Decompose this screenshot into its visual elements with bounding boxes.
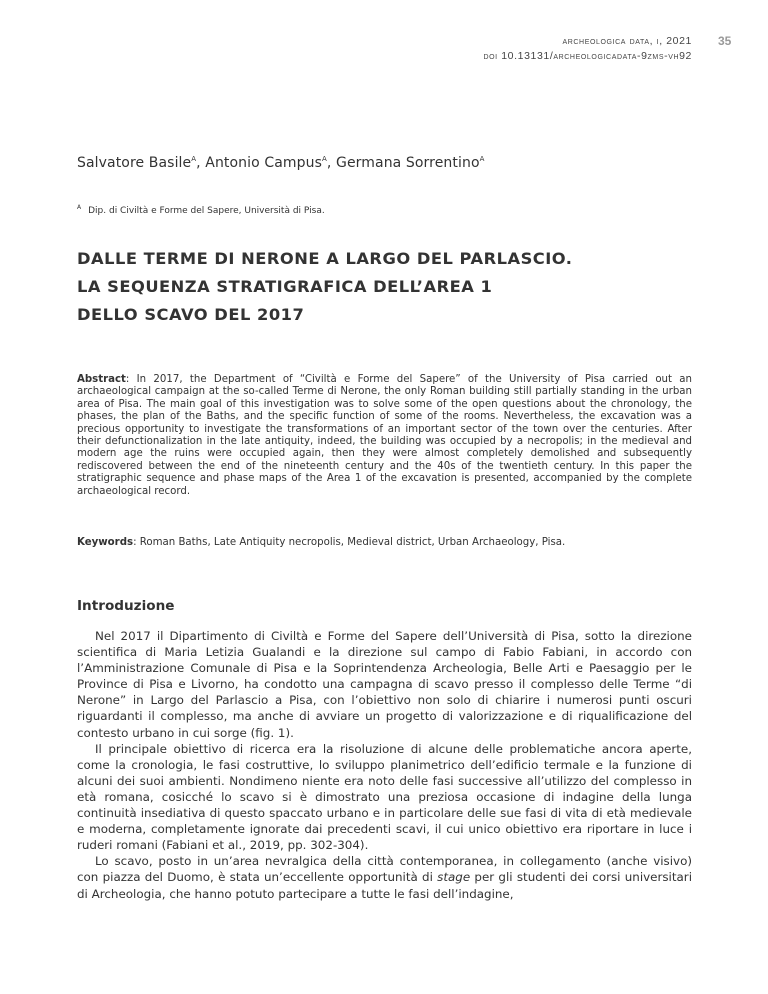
affiliation-text: Dip. di Civiltà e Forme del Sapere, Università di Pisa. bbox=[88, 206, 325, 216]
journal-name: archeologica data, i, 2021 bbox=[562, 35, 692, 47]
author-affiliation-mark: A bbox=[191, 155, 197, 163]
author-affiliation-mark: A bbox=[479, 155, 485, 163]
author-name: Antonio Campus bbox=[205, 155, 322, 171]
page-number: 35 bbox=[718, 34, 732, 48]
section-heading: Introduzione bbox=[77, 598, 175, 614]
abstract-label: Abstract bbox=[77, 374, 126, 385]
paragraph: Il principale obiettivo di ricerca era la risoluzione di alcune delle problematiche ancora aperte, come la cronologia, le fasi costruttive, lo sviluppo planimetrico dell’edificio termale e la funzione di alcuni dei suoi ambienti. Nondimeno niente era noto delle fasi successive all’utilizzo del complesso in età romana, cosicché lo scavo si è dimostrato una preziosa occasione di indagine della lunga continuità insediativa di questo spaccato urbano e in particolare delle sue fasi di vita di età medievale e moderna, completamente ignorate dai precedenti scavi, il cui unico obiettivo era riportare in luce i ruderi romani (Fabiani et al., 2019, pp. 302-304). bbox=[77, 741, 692, 853]
paper-title bbox=[77, 245, 697, 329]
affiliation-mark: A bbox=[77, 204, 82, 211]
author-affiliation-mark: A bbox=[322, 155, 327, 163]
title-line: DALLE TERME DI NERONE A LARGO DEL PARLASCIO. bbox=[77, 249, 573, 268]
keywords-label: Keywords bbox=[77, 537, 134, 548]
keywords bbox=[77, 537, 692, 548]
author-name: Germana Sorrentino bbox=[336, 155, 480, 171]
italic-term: stage bbox=[437, 870, 471, 885]
paragraph-text: Lo scavo, posto in un’area nevralgica della città contemporanea, in collegamento (anche visivo) con piazza del Duomo, è stata un’eccellente opportunità di bbox=[77, 854, 692, 885]
author-list: Salvatore Basile$^A$, Antonio Campus$^A$, Germana Sorrentino$^A$ bbox=[77, 155, 485, 171]
affiliation bbox=[77, 204, 325, 216]
author-name: Salvatore Basile bbox=[77, 155, 192, 171]
title-line: LA SEQUENZA STRATIGRAFICA DELL’AREA 1 bbox=[77, 277, 493, 296]
title-line: DELLO SCAVO DEL 2017 bbox=[77, 305, 305, 324]
running-header bbox=[483, 34, 692, 64]
body-text bbox=[77, 628, 692, 902]
abstract-text: : In 2017, the Department of “Civiltà e Forme del Sapere” of the University of Pisa carried out an archaeological campaign at the so-called Terme di Nerone, the only Roman building still partially standing in the urban area of Pisa. The main goal of this investigation was to solve some of the open questions about the chronology, the phases, the plan of the Baths, and the specific function of some of the rooms. Nevertheless, the excavation was a precious opportunity to investigate the transformations of an important sector of the town over the centuries. After their defunctionalization in the late antiquity, indeed, the building was occupied by a necropolis; in the medieval and modern age the ruins were occupied again, then they were almost completely demolished and subsequently rediscovered between the end of the nineteenth century and the 40s of the twentieth century. In this paper the stratigraphic sequence and phase maps of the Area 1 of the excavation is presented, accompanied by the complete archaeological record. bbox=[77, 374, 692, 497]
paragraph bbox=[77, 853, 692, 901]
keywords-text: : Roman Baths, Late Antiquity necropolis, Medieval district, Urban Archaeology, Pisa. bbox=[133, 537, 566, 548]
doi: doi 10.13131/archeologicadata-9zms-vh92 bbox=[483, 50, 692, 62]
abstract bbox=[77, 374, 692, 498]
paragraph: Nel 2017 il Dipartimento di Civiltà e Forme del Sapere dell’Università di Pisa, sotto la direzione scientifica di Maria Letizia Gualandi e la direzione sul campo di Fabio Fabiani, in accordo con l’Amministrazione Comunale di Pisa e la Soprintendenza Archeologia, Belle Arti e Paesaggio per le Province di Pisa e Livorno, ha condotto una campagna di scavo presso il complesso delle Terme “di Nerone” in Largo del Parlascio a Pisa, con l’obiettivo non solo di chiarire i numerosi punti oscuri riguardanti il complesso, ma anche di avviare un progetto di valorizzazione e di riqualificazione del contesto urbano in cui sorge (fig. 1). bbox=[77, 629, 692, 740]
paragraph-text: per gli studenti dei corsi universitari di Archeologia, che hanno potuto partecipare a tutte le fasi dell’indagine, bbox=[77, 870, 692, 901]
